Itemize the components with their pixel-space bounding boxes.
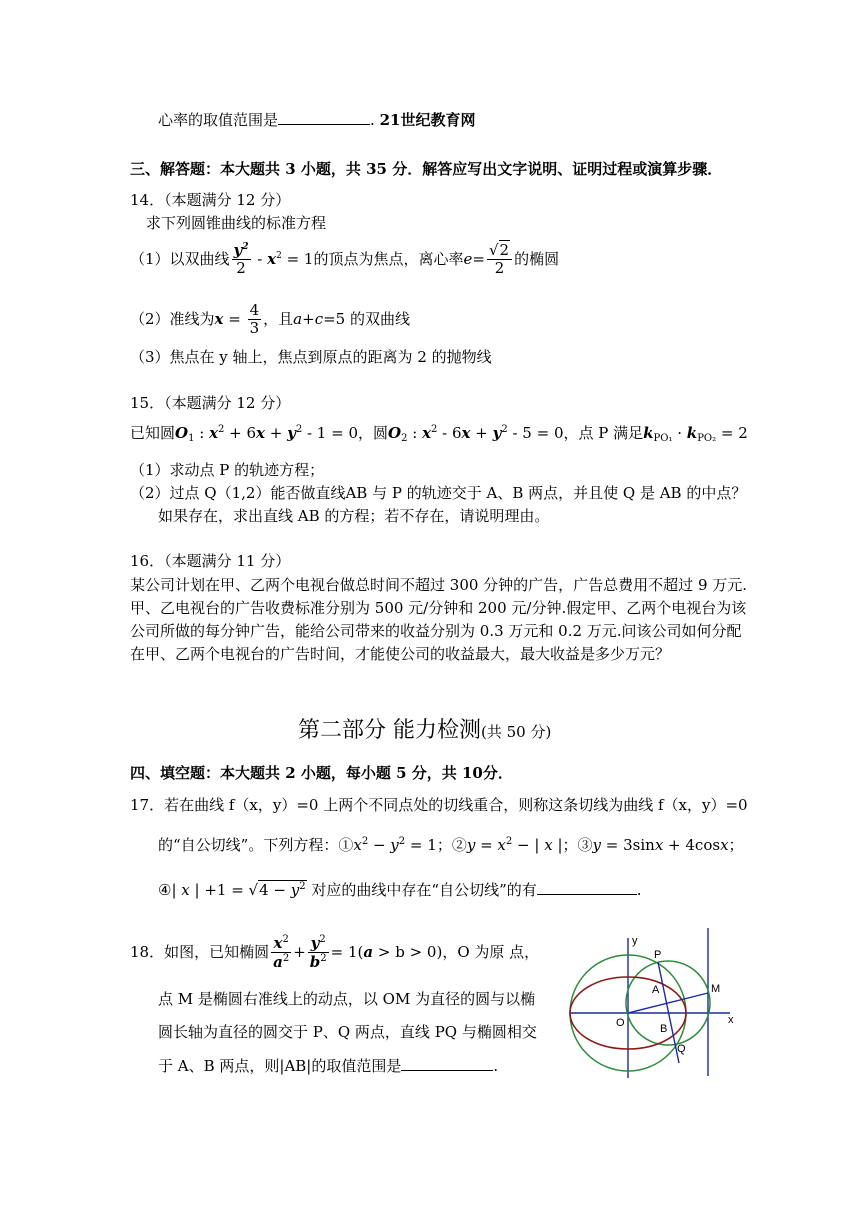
q17-line3: ④| x | $+1 = √4 - y^2$ 对应的曲线中存在“自公切线”的有 . — [158, 881, 642, 899]
eccentricity-fraction: $\frac{√2}{2}$ — [487, 242, 512, 278]
ellipse-figure — [560, 920, 760, 1080]
q16-line: 某公司计划在甲、乙两个电视台做总时间不超过 300 分钟的广告，广告总费用不超过 9 万元. — [130, 576, 748, 594]
q15-part2-cont: 如果存在，求出直线 AB 的方程；若不存在，请说明理由。 — [158, 507, 550, 525]
source-watermark: 21世纪教育网 — [379, 111, 476, 129]
top-line-suffix: . — [370, 111, 375, 129]
q17-l2-text-d: ； — [728, 836, 744, 854]
q14-p2-text-b: ，且 — [263, 309, 294, 328]
q17-l2-text-c: ；③ — [562, 836, 593, 854]
q18-line1: 18．如图，已知椭圆 $\frac{x^2}{a^2}$ + $\frac{y^2}{b^2}$ = 1(a > b > 0)，O 为原 点， — [130, 934, 540, 972]
q17-l3-text-a: ④ — [158, 881, 172, 899]
q16-line: 甲、乙电视台的广告收费标准分别为 500 元/分钟和 200 元/分钟.假定甲、乙两个电视台为该 — [130, 599, 747, 617]
q18-l1-text-a: 18．如图，已知椭圆 — [130, 942, 270, 961]
label-M: M — [711, 983, 721, 995]
q14-part1: （1）以双曲线 $\frac{y^2}{2}$ - $x^2 = 1$的顶点为焦点，离心率e= $\frac{√2}{2}$ 的椭圆 — [130, 241, 560, 278]
q15-part1: （1）求动点 P 的轨迹方程； — [130, 461, 325, 479]
section4-heading: 四、填空题：本大题共 2 小题，每小题 5 分，共 10分． — [130, 764, 513, 782]
label-Q: Q — [677, 1043, 686, 1055]
q16-header: 16．（本题满分 11 分） — [130, 552, 291, 570]
q14-p1-text-b: 的顶点为焦点，离心率 — [313, 249, 464, 268]
label-x: x — [728, 1014, 734, 1026]
q16-line: 在甲、乙两个电视台的广告时间，才能使公司的收益最大，最大收益是多少万元？ — [130, 645, 671, 663]
label-A: A — [652, 984, 660, 996]
q17-l3-text-c: . — [636, 881, 642, 899]
part2-score: (共 50 分) — [481, 723, 552, 741]
hyperbola-fraction: $\frac{y^2}{2}$ — [233, 241, 249, 278]
label-P: P — [654, 949, 662, 961]
answer-blank — [401, 1056, 493, 1071]
q14-part2: （2）准线为x = $\frac{4}{3}$ ，且a+c=5 的双曲线 — [130, 301, 410, 338]
label-y: y — [632, 935, 638, 947]
q18-l4-text-b: . — [493, 1057, 499, 1075]
q18-line4 — [158, 1056, 498, 1075]
answer-blank — [537, 880, 637, 895]
q15-header: 15．（本题满分 12 分） — [130, 394, 291, 412]
label-B: B — [660, 1023, 668, 1035]
answer-blank — [278, 110, 370, 125]
q15-l1-text-a: 已知圆 — [130, 424, 176, 442]
part2-title — [298, 718, 551, 744]
label-O: O — [616, 1017, 625, 1029]
q18-line2: 点 M 是椭圆右准线上的动点，以 OM 为直径的圆与以椭 — [158, 990, 536, 1008]
q15-part2: （2）过点 Q（1,2）能否做直线AB 与 P 的轨迹交于 A、B 两点，并且使 Q 是 AB 的中点？ — [130, 484, 747, 502]
q18-l4-text-a: 于 A、B 两点，则|AB|的取值范围是 — [158, 1057, 402, 1075]
q18-line3: 圆长轴为直径的圆交于 P、Q 两点，直线 PQ 与椭圆相交 — [158, 1023, 537, 1041]
directrix-fraction: $\frac{4}{3}$ — [249, 301, 260, 338]
ellipse-x-fraction: $\frac{x^2}{a^2}$ — [273, 934, 290, 972]
ellipse-y-fraction: $\frac{y^2}{b^2}$ — [309, 934, 327, 972]
q14-p1-text-c: 的椭圆 — [514, 249, 560, 268]
q17-line2: 的“自公切线”。下列方程：$①x^2 - y^2 = 1$；②y = $x^2$ − | x |；③y = 3sinx + 4cosx； — [158, 836, 744, 854]
q14-part3: （3）焦点在 y 轴上，焦点到原点的距离为 2 的抛物线 — [130, 348, 492, 366]
section3-heading: 三、解答题：本大题共 3 小题，共 35 分．解答应写出文字说明、证明过程或演算步骤． — [130, 160, 723, 178]
q15-l1-text-c: ，点 P 满足 — [563, 424, 644, 442]
q16-line: 公司所做的每分钟广告，能给公司带来的收益分别为 0.3 万元和 0.2 万元.问该公司如何分配 — [130, 622, 742, 640]
q14-p1-text-a: （1）以双曲线 — [130, 249, 230, 268]
q17-l2-text-a: 的“自公切线”。下列方程：① — [158, 836, 354, 854]
top-line — [158, 110, 475, 129]
q14-header: 14．（本题满分 12 分） — [130, 191, 291, 209]
q14-p2-text-c: =5 的双曲线 — [323, 309, 410, 328]
q17-l2-text-b: ；② — [436, 836, 467, 854]
part2-title-text: 第二部分 能力检测 — [298, 718, 481, 743]
q17-line1: 17．若在曲线 f（x，y）=0 上两个不同点处的切线重合，则称这条切线为曲线 f（x，y）=0 — [130, 796, 748, 814]
q18-l1-text-b: ，O 为原 点， — [442, 942, 540, 961]
q14-p2-text-a: （2）准线为 — [130, 309, 215, 328]
q15-l1-text-b: ，圆 — [358, 424, 389, 442]
q14-intro: 求下列圆锥曲线的标准方程 — [146, 214, 327, 232]
q17-l3-text-b: 对应的曲线中存在“自公切线”的有 — [311, 881, 537, 899]
top-line-prefix: 心率的取值范围是 — [158, 111, 279, 129]
q15-line1: 已知圆$O_1$ : $x^2 + 6x + y^2 - 1 = 0$，圆$O_2$ : $x^2 - 6x + y^2 - 5 = 0$，点 P 满足$k_{PO_1} \cdot k_{PO_2} = 2$ — [130, 424, 748, 444]
